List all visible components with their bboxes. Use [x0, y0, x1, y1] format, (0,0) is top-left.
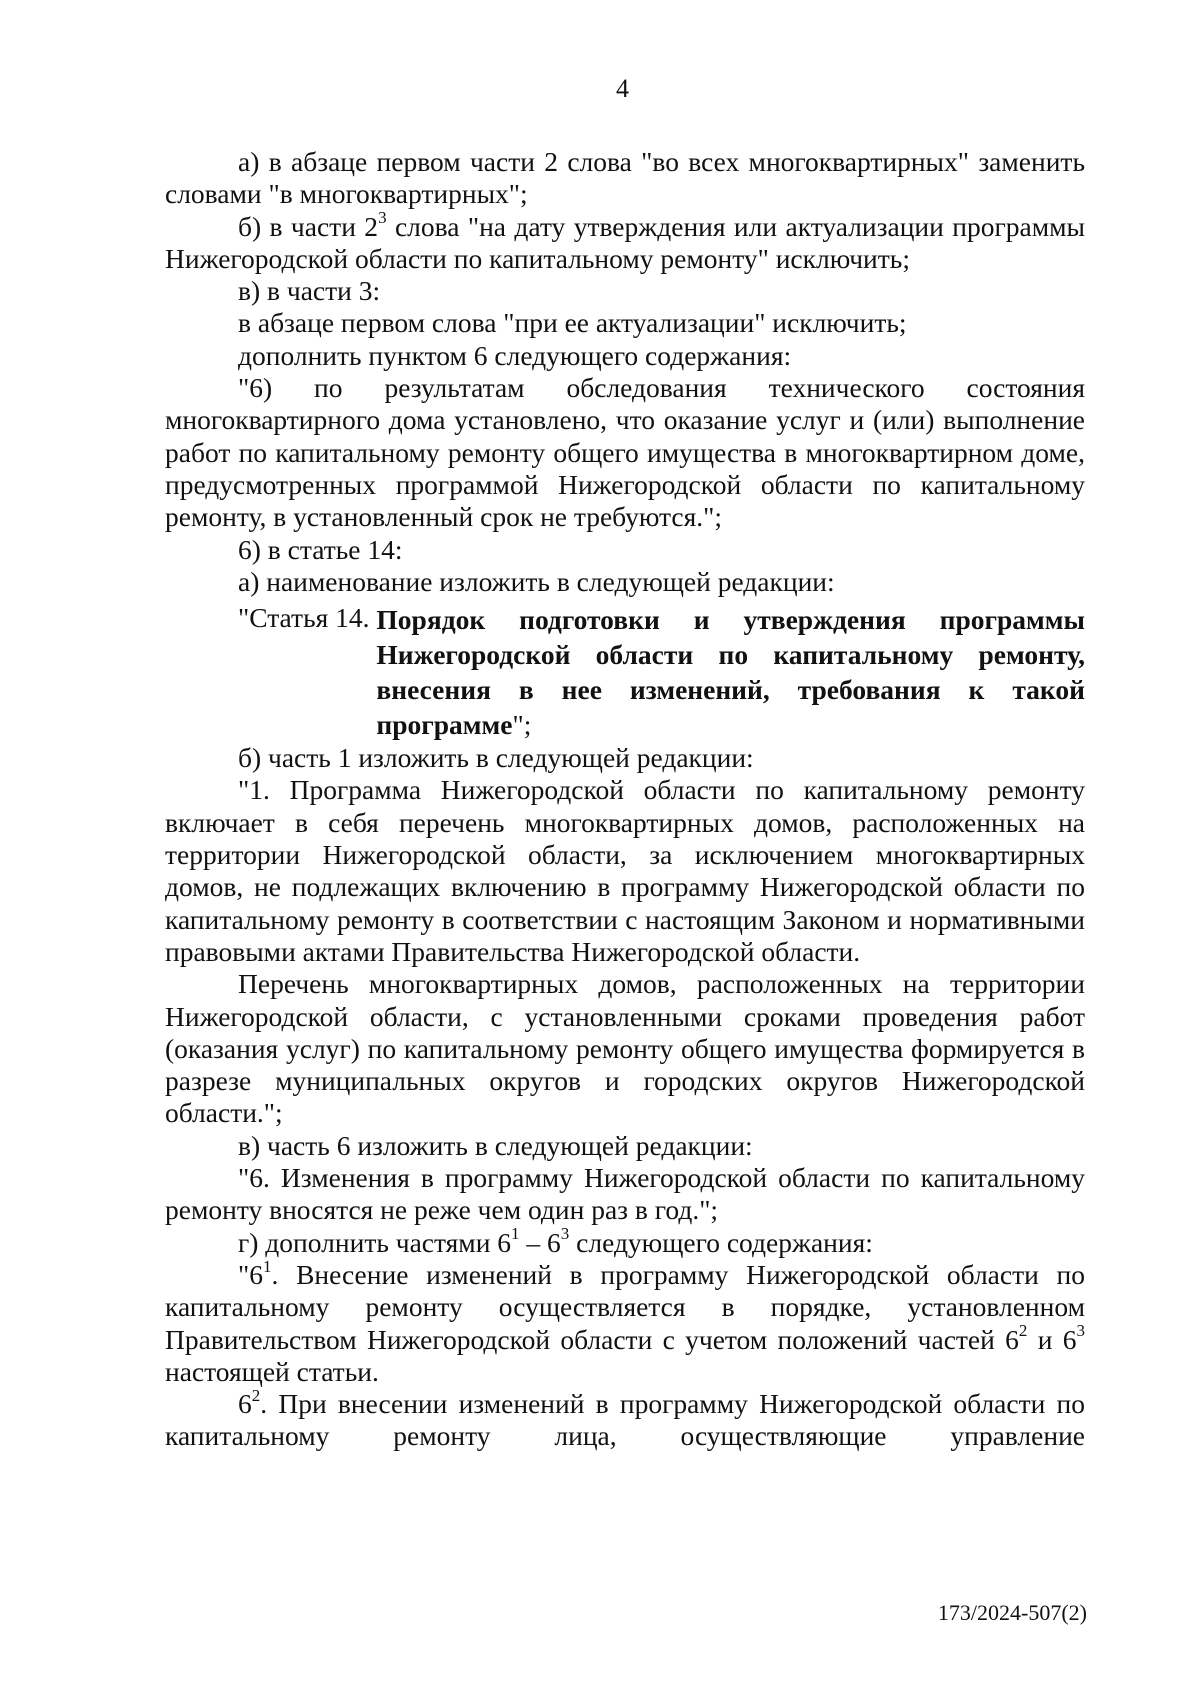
superscript: 2: [1018, 1321, 1028, 1341]
text-span: г) дополнить частями 6: [238, 1226, 512, 1258]
paragraph-a-part-2: а) в абзаце первом части 2 слова "во всех многоквартирных" заменить словами "в многоквартирных";: [165, 146, 1085, 210]
paragraph-program-content: "1. Программа Нижегородской области по капитальному ремонту включает в себя перечень многоквартирных домов, расположенных на территории Нижегородской области, за исключением многоквартирных домов, не подлежащих включению в программу Нижегородской области по капитальному ремонту в соответствии с настоящим Законом и нормативными правовыми актами Правительства Нижегородской области.: [165, 774, 1085, 967]
superscript: 2: [251, 1385, 261, 1405]
paragraph-part-6-2: [165, 1385, 1085, 1453]
article-title-tail: ";: [512, 709, 532, 741]
paragraph-add-parts: [165, 1224, 1085, 1259]
document-body: [165, 146, 1085, 1453]
paragraph-part-6-change: в) часть 6 изложить в следующей редакции:: [238, 1129, 753, 1161]
text-span: настоящей статьи.: [165, 1355, 379, 1387]
paragraph-b-part-2-3: [165, 208, 1085, 276]
paragraph-part-1-change: б) часть 1 изложить в следующей редакции:: [238, 742, 754, 774]
superscript: 3: [378, 208, 387, 228]
superscript: 3: [1076, 1321, 1085, 1341]
article-title-text: Порядок подготовки и утверждения программы Нижегородской области по капитальному ремонту, внесения в нее изменений, требования к такой программе: [376, 604, 1085, 741]
superscript: 3: [560, 1224, 570, 1244]
text-span: слова "на дату утверждения или актуализации программы Нижегородской области по капитальному ремонту" исключить;: [165, 210, 1085, 274]
text-span: 6: [238, 1388, 252, 1420]
paragraph-point-6-text: "6) по результатам обследования технического состояния многоквартирного дома установлено, что оказание услуг и (или) выполнение работ по капитальному ремонту общего имущества в многоквартирном доме, предусмотренных программой Нижегородской области по капитальному ремонту, в установленный срок не требуются.";: [165, 372, 1085, 533]
article-lead: "Статья 14.: [238, 602, 377, 634]
text-span: б) в части 2: [238, 210, 379, 242]
page-number: 4: [616, 74, 629, 103]
text-span: и 6: [1027, 1323, 1077, 1355]
text-span: "6: [238, 1258, 263, 1290]
paragraph-v-part-3: в) в части 3:: [238, 275, 381, 307]
paragraph-title-change: а) наименование изложить в следующей редакции:: [238, 565, 835, 597]
document-code: 173/2024-507(2): [937, 1600, 1087, 1625]
paragraph-part-6-text: "6. Изменения в программу Нижегородской области по капитальному ремонту вносятся не реже чем один раз в год.";: [165, 1162, 1085, 1226]
text-span: . При внесении изменений в программу Нижегородской области по капитальному ремонту лица, осуществляющие управление: [165, 1388, 1085, 1452]
superscript: 1: [511, 1224, 520, 1244]
paragraph-first-abzac: в абзаце первом слова "при ее актуализации" исключить;: [238, 307, 907, 339]
article-title: [376, 602, 1085, 742]
paragraph-list-of-houses: Перечень многоквартирных домов, расположенных на территории Нижегородской области, с установленными сроками проведения работ (оказания услуг) по капитальному ремонту общего имущества формируется в разрезе муниципальных округов и городских округов Нижегородской области.";: [165, 968, 1085, 1129]
text-span: – 6: [519, 1226, 561, 1258]
text-span: . Внесение изменений в программу Нижегородской области по капитальному ремонту осуществляется в порядке, установленном Правительством Нижегородской области с учетом положений частей 6: [165, 1258, 1085, 1355]
paragraph-part-6-1: [165, 1256, 1085, 1388]
text-span: следующего содержания:: [569, 1226, 873, 1258]
paragraph-article-14: 6) в статье 14:: [238, 533, 403, 565]
article-14-heading: [165, 602, 1085, 742]
paragraph-add-point-6: дополнить пунктом 6 следующего содержания:: [238, 339, 792, 371]
superscript: 1: [262, 1256, 272, 1276]
